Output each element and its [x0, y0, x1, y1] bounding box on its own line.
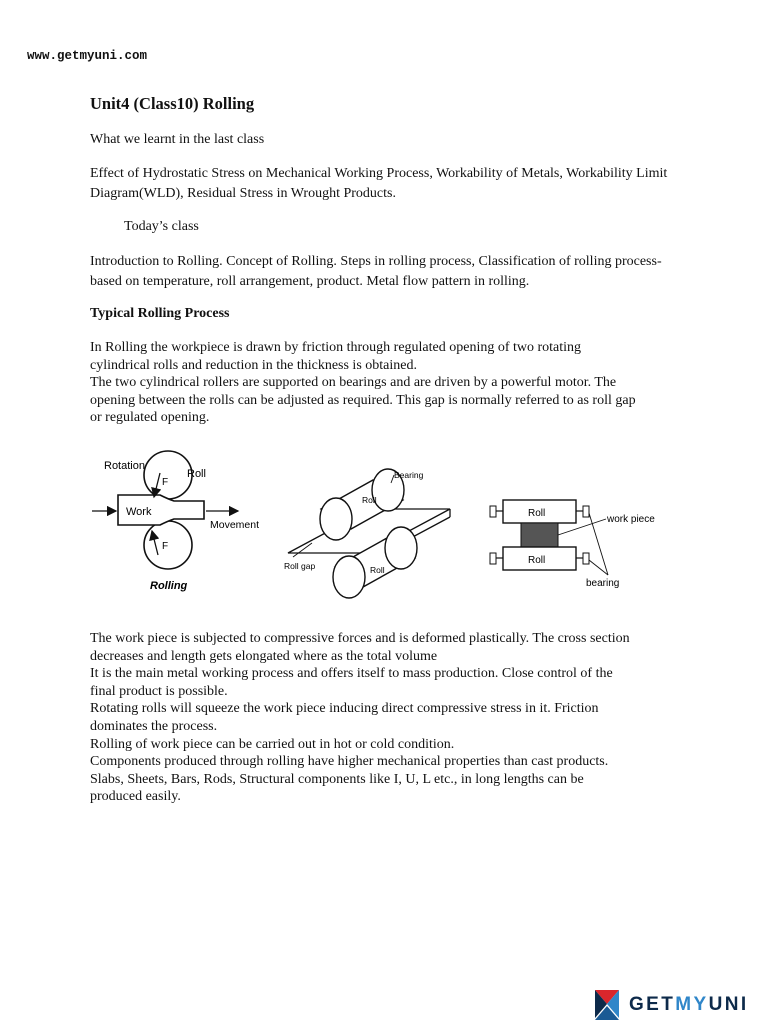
getmyuni-logo[interactable] [593, 985, 763, 1025]
logo-word-uni: UNI [708, 994, 749, 1015]
lower-roll-label: Roll [370, 565, 385, 575]
lower-roll-label: Roll [528, 555, 546, 566]
rotation-label: Rotation [104, 460, 145, 472]
rolling-figures [88, 445, 688, 605]
intro-line: cylindrical rolls and reduction in the thickness is obtained. [90, 357, 417, 373]
intro-line: opening between the rolls can be adjusted as required. This gap is normally referred to as roll gap [90, 392, 636, 408]
bearing-block [490, 553, 496, 564]
section-heading: Typical Rolling Process [90, 306, 230, 321]
details-line: decreases and length gets elongated where as the total volume [90, 648, 438, 664]
work-piece-block [521, 523, 558, 547]
details-line: final product is possible. [90, 683, 228, 699]
intro-line: or regulated opening. [90, 410, 210, 426]
logo-word-my: MY [675, 994, 709, 1015]
bearing-block [490, 506, 496, 517]
todays-class-heading: Today’s class [124, 219, 199, 234]
upper-roll [144, 451, 192, 499]
rolling-figures-svg [88, 445, 688, 605]
details-line: Rotating rolls will squeeze the work piece inducing direct compressive stress in it. Friction [90, 701, 599, 717]
details-line: Slabs, Sheets, Bars, Rods, Structural components like I, U, L etc., in long lengths can be [90, 771, 584, 787]
todays-class-summary: Introduction to Rolling. Concept of Rolling. Steps in rolling process, Classification of rolling process-based on temperature, roll arrangement, product. Metal flow pattern in rolling. [90, 254, 662, 289]
bearing-block [583, 553, 589, 564]
last-class-heading: What we learnt in the last class [90, 132, 265, 147]
details-line: Components produced through rolling have higher mechanical properties than cast products. [90, 754, 609, 770]
details-line: produced easily. [90, 789, 181, 805]
bearing-leader [589, 560, 608, 575]
work-label: Work [126, 506, 152, 518]
site-url[interactable]: www.getmyuni.com [27, 49, 148, 63]
upper-force-label: F [162, 477, 169, 488]
lower-force-label: F [162, 541, 169, 552]
movement-label: Movement [210, 519, 260, 531]
intro-line: The two cylindrical rollers are supported on bearings and are driven by a powerful motor. The [90, 375, 617, 391]
upper-roll-label: Roll [362, 495, 377, 505]
logo-mark-icon [593, 988, 621, 1022]
last-class-summary: Effect of Hydrostatic Stress on Mechanical Working Process, Workability of Metals, Workability Limit Diagram(WLD), Residual Stress in Wrought Products. [90, 166, 668, 201]
bearing-leader [589, 513, 608, 575]
isometric-rolls [284, 469, 450, 598]
work-piece-label: work piece [607, 514, 655, 525]
bearing-label: bearing [586, 578, 620, 589]
page-title: Unit4 (Class10) Rolling [90, 94, 255, 113]
logo-wordmark [629, 994, 749, 1016]
rolling-caption: Rolling [150, 580, 188, 592]
intro-line: In Rolling the workpiece is drawn by friction through regulated opening of two rotating [90, 340, 582, 355]
upper-roll-label: Roll [528, 508, 546, 519]
roll-gap-label: Roll gap [284, 561, 316, 571]
rolling-schematic [92, 451, 259, 592]
details-line: dominates the process. [90, 718, 218, 734]
logo-word-get: GET [629, 994, 676, 1015]
details-paragraph [90, 630, 690, 806]
roll-front-view [490, 500, 655, 589]
bearing-block [583, 506, 589, 517]
details-line: Rolling of work piece can be carried out in hot or cold condition. [90, 736, 455, 752]
details-line: The work piece is subjected to compressive forces and is deformed plastically. The cross section [90, 631, 630, 646]
details-line: It is the main metal working process and offers itself to mass production. Close control of the [90, 666, 613, 682]
roll-label: Roll [187, 468, 206, 480]
intro-paragraph [90, 339, 690, 427]
bearing-label: Bearing [394, 470, 424, 480]
